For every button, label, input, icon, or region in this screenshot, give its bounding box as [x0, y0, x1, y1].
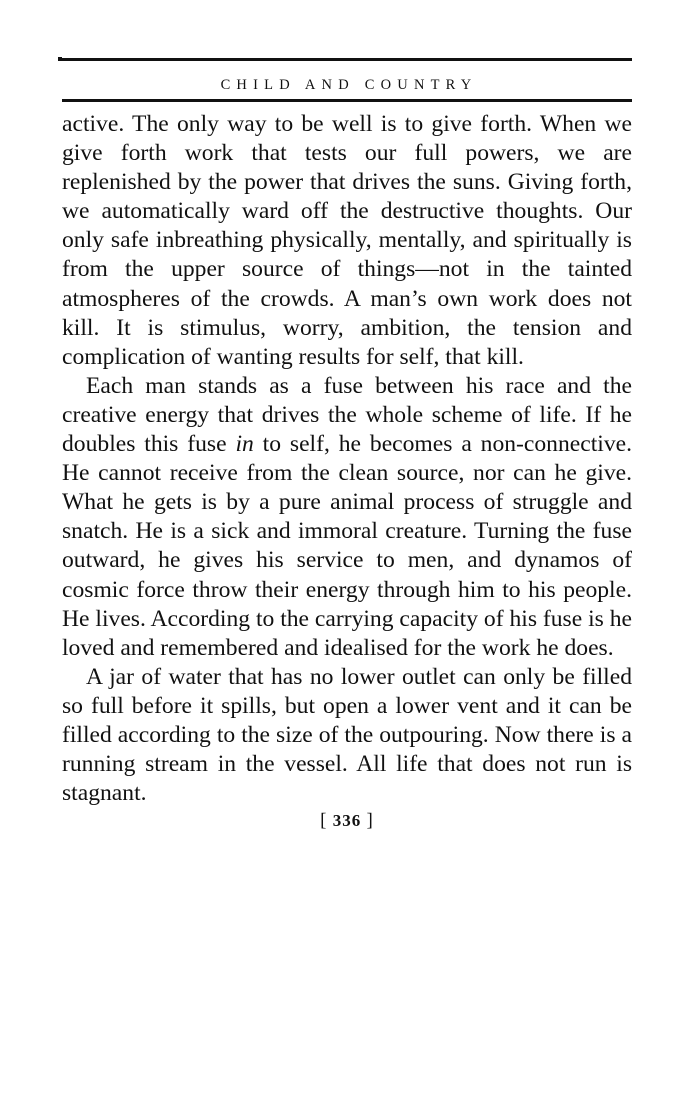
paragraph-3-text: A jar of water that has no lower outlet can only be filled so full before it spills, but open a lower vent and it can be filled according to the size of the outpouring. Now there is a running stream in the vessel. All life that does not run is stagnant.: [62, 663, 632, 807]
page-number-value: 336: [332, 811, 362, 831]
paragraph-3: [62, 663, 632, 808]
paragraph-2-text-end: to self, he becomes a non-connective. He cannot receive from the clean source, nor can he give. What he gets is by a pure animal process of struggle and snatch. He is a sick and immoral creature. Turning the fuse outward, he gives his service to men, and dynamos of cosmic force throw their energy through him to his people. He lives. According to the carrying capacity of his fuse is he loved and remembered and idealised for the work he does.: [62, 431, 633, 661]
running-head: CHILD AND COUNTRY: [220, 77, 478, 93]
paragraph-1-text: active. The only way to be well is to give forth. When we give forth work that tests our full powers, we are replenished by the power that drives the suns. Giving forth, we automatically ward off the destructive thoughts. Our only safe inbreathing physically, mentally, and spiritually is from the upper source of things—not in the tainted atmospheres of the crowds. A man’s own work does not kill. It is stimulus, worry, ambition, the tension and complication of wanting results for self, that kill.: [62, 111, 632, 370]
paragraph-2-emphasis: in: [235, 431, 254, 458]
page-number: [62, 810, 632, 832]
page-number-open-bracket: [: [320, 810, 328, 832]
paragraph-2-text-start: Each man stands as a fuse between his race and the creative energy that drives the whole scheme of life. If he doubles this fuse: [62, 372, 632, 458]
paragraph-1: [62, 110, 632, 372]
book-page: [62, 58, 632, 832]
body-text: [62, 110, 632, 808]
header-rule-bottom: [62, 99, 632, 102]
paragraph-2: [62, 372, 632, 663]
page-number-close-bracket: ]: [366, 810, 374, 832]
header-rule-top: [62, 58, 632, 61]
